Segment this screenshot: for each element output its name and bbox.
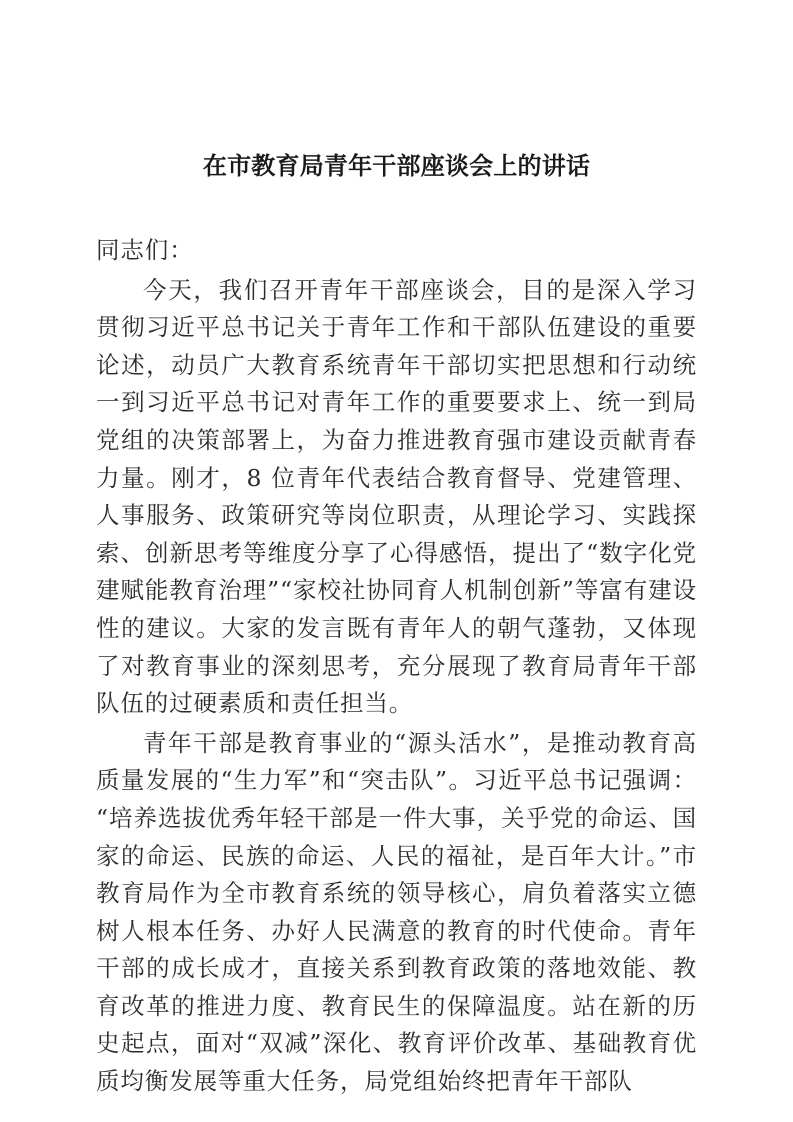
body-paragraph-2: 青年干部是教育事业的“源头活水”，是推动教育高质量发展的“生力军”和“突击队”。习近平总书记强调：“培养选拔优秀年轻干部是一件大事，关乎党的命运、国家的命运、民族的命运、人民的福祉，是百年大计。”市教育局作为全市教育系统的领导核心，肩负着落实立德树人根本任务、办好人民满意的教育的时代使命。青年干部的成长成才，直接关系到教育政策的落地效能、教育改革的推进力度、教育民生的保障温度。站在新的历史起点，面对“双减”深化、教育评价改革、基础教育优质均衡发展等重大任务，局党组始终把青年干部队: [96, 728, 697, 1096]
document-content: [96, 0, 697, 1101]
page-title: 在市教育局青年干部座谈会上的讲话: [202, 152, 591, 180]
salutation: 同志们：: [96, 236, 194, 264]
body-paragraph-1: 今天，我们召开青年干部座谈会，目的是深入学习贯彻习近平总书记关于青年工作和干部队伍建设的重要论述，动员广大教育系统青年干部切实把思想和行动统一到习近平总书记对青年工作的重要要求上、统一到局党组的决策部署上，为奋力推进教育强市建设贡献青春力量。刚才，8 位青年代表结合教育督导、党建管理、人事服务、政策研究等岗位职责，从理论学习、实践探索、创新思考等维度分享了心得感悟，提出了“数字化党建赋能教育治理”“家校社协同育人机制创新”等富有建设性的建议。大家的发言既有青年人的朝气蓬勃，又体现了对教育事业的深刻思考，充分展现了教育局青年干部队伍的过硬素质和责任担当。: [96, 275, 697, 718]
